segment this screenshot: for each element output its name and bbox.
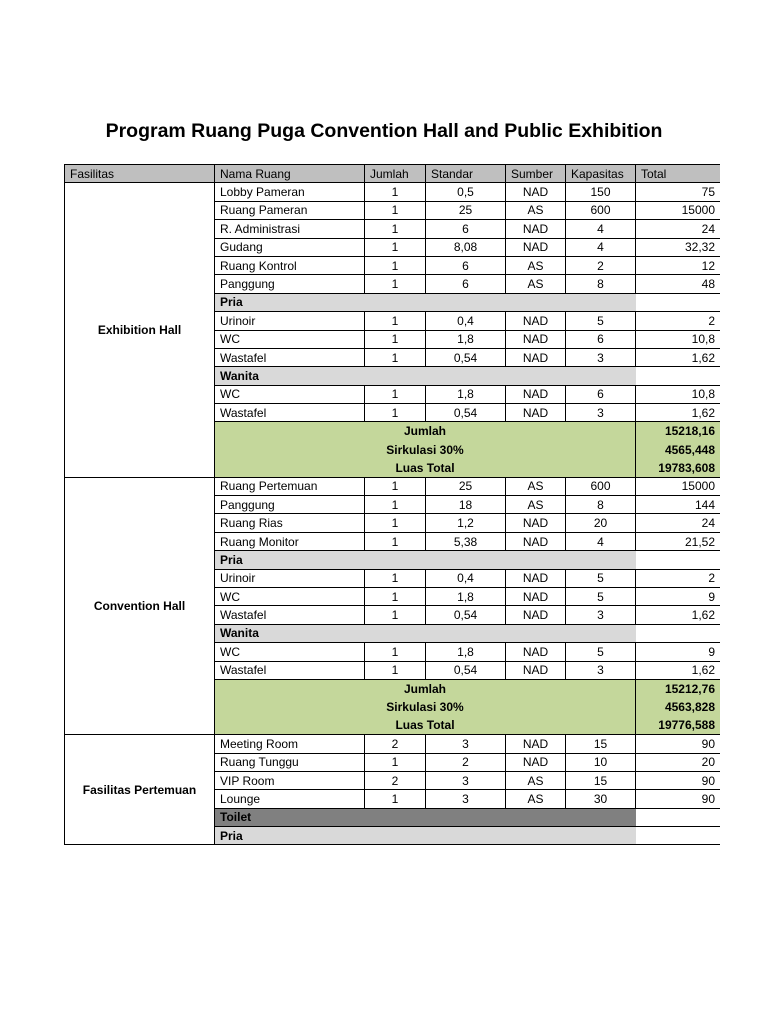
sumber-cell: NAD [506, 220, 566, 238]
col-header-total: Total [636, 165, 721, 183]
total-cell: 1,62 [636, 348, 721, 366]
room-name-cell: Panggung [215, 275, 365, 293]
summary-value: 19783,608 [636, 459, 721, 477]
sumber-cell: AS [506, 477, 566, 495]
kapasitas-cell: 600 [566, 201, 636, 219]
room-name-cell: Wastafel [215, 348, 365, 366]
total-cell: 15000 [636, 477, 721, 495]
room-name-cell: Meeting Room [215, 735, 365, 753]
jumlah-cell: 1 [365, 404, 426, 422]
empty-total-cell [636, 624, 721, 642]
summary-label: Jumlah [215, 422, 636, 440]
col-header-sumber: Sumber [506, 165, 566, 183]
jumlah-cell: 1 [365, 348, 426, 366]
col-header-nama-ruang: Nama Ruang [215, 165, 365, 183]
kapasitas-cell: 10 [566, 753, 636, 771]
total-cell: 9 [636, 643, 721, 661]
kapasitas-cell: 5 [566, 569, 636, 587]
sumber-cell: NAD [506, 330, 566, 348]
table-row [65, 477, 721, 495]
sumber-cell: NAD [506, 312, 566, 330]
room-name-cell: WC [215, 643, 365, 661]
summary-label: Luas Total [215, 459, 636, 477]
facility-cell: Convention Hall [65, 477, 215, 734]
standar-cell: 0,4 [426, 312, 506, 330]
space-program-table [64, 164, 720, 845]
subheader-label: Wanita [215, 624, 636, 642]
kapasitas-cell: 8 [566, 496, 636, 514]
kapasitas-cell: 4 [566, 220, 636, 238]
table-viewport [64, 164, 720, 877]
sumber-cell: AS [506, 256, 566, 274]
room-name-cell: Ruang Kontrol [215, 256, 365, 274]
room-name-cell: Lounge [215, 790, 365, 808]
kapasitas-cell: 4 [566, 238, 636, 256]
room-name-cell: WC [215, 385, 365, 403]
jumlah-cell: 1 [365, 514, 426, 532]
jumlah-cell: 1 [365, 477, 426, 495]
facility-cell: Exhibition Hall [65, 183, 215, 477]
empty-total-cell [636, 808, 721, 826]
standar-cell: 3 [426, 735, 506, 753]
empty-total-cell [636, 293, 721, 311]
kapasitas-cell: 3 [566, 348, 636, 366]
room-name-cell: Urinoir [215, 569, 365, 587]
sumber-cell: AS [506, 496, 566, 514]
jumlah-cell: 2 [365, 771, 426, 789]
kapasitas-cell: 4 [566, 532, 636, 550]
sumber-cell: NAD [506, 183, 566, 201]
kapasitas-cell: 8 [566, 275, 636, 293]
jumlah-cell: 1 [365, 201, 426, 219]
standar-cell: 25 [426, 477, 506, 495]
total-cell: 90 [636, 735, 721, 753]
summary-value: 4565,448 [636, 440, 721, 458]
standar-cell: 3 [426, 771, 506, 789]
total-cell: 20 [636, 753, 721, 771]
total-cell: 48 [636, 275, 721, 293]
room-name-cell: Gudang [215, 238, 365, 256]
summary-value: 19776,588 [636, 716, 721, 734]
jumlah-cell: 2 [365, 735, 426, 753]
kapasitas-cell: 3 [566, 404, 636, 422]
room-name-cell: Lobby Pameran [215, 183, 365, 201]
empty-total-cell [636, 551, 721, 569]
summary-value: 15212,76 [636, 679, 721, 697]
jumlah-cell: 1 [365, 385, 426, 403]
jumlah-cell: 1 [365, 496, 426, 514]
total-cell: 90 [636, 771, 721, 789]
subheader-label: Pria [215, 551, 636, 569]
total-cell: 1,62 [636, 404, 721, 422]
total-cell: 21,52 [636, 532, 721, 550]
jumlah-cell: 1 [365, 790, 426, 808]
kapasitas-cell: 600 [566, 477, 636, 495]
summary-label: Sirkulasi 30% [215, 440, 636, 458]
sumber-cell: NAD [506, 404, 566, 422]
sumber-cell: NAD [506, 385, 566, 403]
jumlah-cell: 1 [365, 661, 426, 679]
col-header-standar: Standar [426, 165, 506, 183]
total-cell: 24 [636, 220, 721, 238]
col-header-fasilitas: Fasilitas [65, 165, 215, 183]
standar-cell: 0,54 [426, 661, 506, 679]
standar-cell: 6 [426, 275, 506, 293]
room-name-cell: Ruang Tunggu [215, 753, 365, 771]
summary-value: 4563,828 [636, 698, 721, 716]
toilet-label: Toilet [215, 808, 636, 826]
sumber-cell: NAD [506, 238, 566, 256]
total-cell: 15000 [636, 201, 721, 219]
room-name-cell: Ruang Pameran [215, 201, 365, 219]
jumlah-cell: 1 [365, 275, 426, 293]
summary-value: 15218,16 [636, 422, 721, 440]
standar-cell: 0,5 [426, 183, 506, 201]
sumber-cell: AS [506, 275, 566, 293]
jumlah-cell: 1 [365, 256, 426, 274]
total-cell: 1,62 [636, 606, 721, 624]
col-header-kapasitas: Kapasitas [566, 165, 636, 183]
table-row [65, 735, 721, 753]
kapasitas-cell: 15 [566, 771, 636, 789]
total-cell: 90 [636, 790, 721, 808]
total-cell: 10,8 [636, 385, 721, 403]
room-name-cell: WC [215, 330, 365, 348]
standar-cell: 0,4 [426, 569, 506, 587]
total-cell: 2 [636, 569, 721, 587]
jumlah-cell: 1 [365, 220, 426, 238]
subheader-label: Pria [215, 827, 636, 845]
col-header-jumlah: Jumlah [365, 165, 426, 183]
empty-total-cell [636, 827, 721, 845]
jumlah-cell: 1 [365, 753, 426, 771]
page-title: Program Ruang Puga Convention Hall and Public Exhibition [105, 120, 663, 142]
jumlah-cell: 1 [365, 587, 426, 605]
total-cell: 144 [636, 496, 721, 514]
standar-cell: 1,8 [426, 330, 506, 348]
room-name-cell: Wastafel [215, 404, 365, 422]
total-cell: 32,32 [636, 238, 721, 256]
kapasitas-cell: 30 [566, 790, 636, 808]
kapasitas-cell: 3 [566, 661, 636, 679]
kapasitas-cell: 5 [566, 312, 636, 330]
sumber-cell: NAD [506, 735, 566, 753]
standar-cell: 6 [426, 256, 506, 274]
jumlah-cell: 1 [365, 330, 426, 348]
room-name-cell: Urinoir [215, 312, 365, 330]
standar-cell: 1,8 [426, 643, 506, 661]
total-cell: 75 [636, 183, 721, 201]
total-cell: 9 [636, 587, 721, 605]
kapasitas-cell: 150 [566, 183, 636, 201]
total-cell: 1,62 [636, 661, 721, 679]
sumber-cell: NAD [506, 514, 566, 532]
header-row [65, 165, 721, 183]
sumber-cell: NAD [506, 569, 566, 587]
jumlah-cell: 1 [365, 312, 426, 330]
table-row [65, 183, 721, 201]
kapasitas-cell: 15 [566, 735, 636, 753]
jumlah-cell: 1 [365, 606, 426, 624]
sumber-cell: NAD [506, 643, 566, 661]
facility-cell: Fasilitas Pertemuan [65, 735, 215, 845]
room-name-cell: Ruang Pertemuan [215, 477, 365, 495]
standar-cell: 1,2 [426, 514, 506, 532]
kapasitas-cell: 6 [566, 385, 636, 403]
standar-cell: 5,38 [426, 532, 506, 550]
jumlah-cell: 1 [365, 238, 426, 256]
sumber-cell: AS [506, 790, 566, 808]
summary-label: Luas Total [215, 716, 636, 734]
room-name-cell: WC [215, 587, 365, 605]
standar-cell: 1,8 [426, 587, 506, 605]
total-cell: 12 [636, 256, 721, 274]
kapasitas-cell: 6 [566, 330, 636, 348]
jumlah-cell: 1 [365, 183, 426, 201]
table-body [65, 183, 721, 845]
standar-cell: 8,08 [426, 238, 506, 256]
sumber-cell: NAD [506, 348, 566, 366]
sumber-cell: AS [506, 771, 566, 789]
standar-cell: 25 [426, 201, 506, 219]
standar-cell: 0,54 [426, 606, 506, 624]
jumlah-cell: 1 [365, 532, 426, 550]
kapasitas-cell: 5 [566, 587, 636, 605]
summary-label: Sirkulasi 30% [215, 698, 636, 716]
standar-cell: 0,54 [426, 404, 506, 422]
room-name-cell: Wastafel [215, 661, 365, 679]
sumber-cell: NAD [506, 587, 566, 605]
standar-cell: 2 [426, 753, 506, 771]
sumber-cell: NAD [506, 661, 566, 679]
total-cell: 10,8 [636, 330, 721, 348]
sumber-cell: NAD [506, 606, 566, 624]
room-name-cell: Panggung [215, 496, 365, 514]
standar-cell: 1,8 [426, 385, 506, 403]
room-name-cell: R. Administrasi [215, 220, 365, 238]
jumlah-cell: 1 [365, 643, 426, 661]
jumlah-cell: 1 [365, 569, 426, 587]
sumber-cell: NAD [506, 532, 566, 550]
total-cell: 24 [636, 514, 721, 532]
standar-cell: 0,54 [426, 348, 506, 366]
kapasitas-cell: 2 [566, 256, 636, 274]
standar-cell: 6 [426, 220, 506, 238]
empty-total-cell [636, 367, 721, 385]
room-name-cell: VIP Room [215, 771, 365, 789]
total-cell: 2 [636, 312, 721, 330]
summary-label: Jumlah [215, 679, 636, 697]
standar-cell: 3 [426, 790, 506, 808]
sumber-cell: NAD [506, 753, 566, 771]
kapasitas-cell: 3 [566, 606, 636, 624]
room-name-cell: Ruang Rias [215, 514, 365, 532]
sumber-cell: AS [506, 201, 566, 219]
kapasitas-cell: 5 [566, 643, 636, 661]
kapasitas-cell: 20 [566, 514, 636, 532]
room-name-cell: Wastafel [215, 606, 365, 624]
subheader-label: Wanita [215, 367, 636, 385]
room-name-cell: Ruang Monitor [215, 532, 365, 550]
subheader-label: Pria [215, 293, 636, 311]
standar-cell: 18 [426, 496, 506, 514]
